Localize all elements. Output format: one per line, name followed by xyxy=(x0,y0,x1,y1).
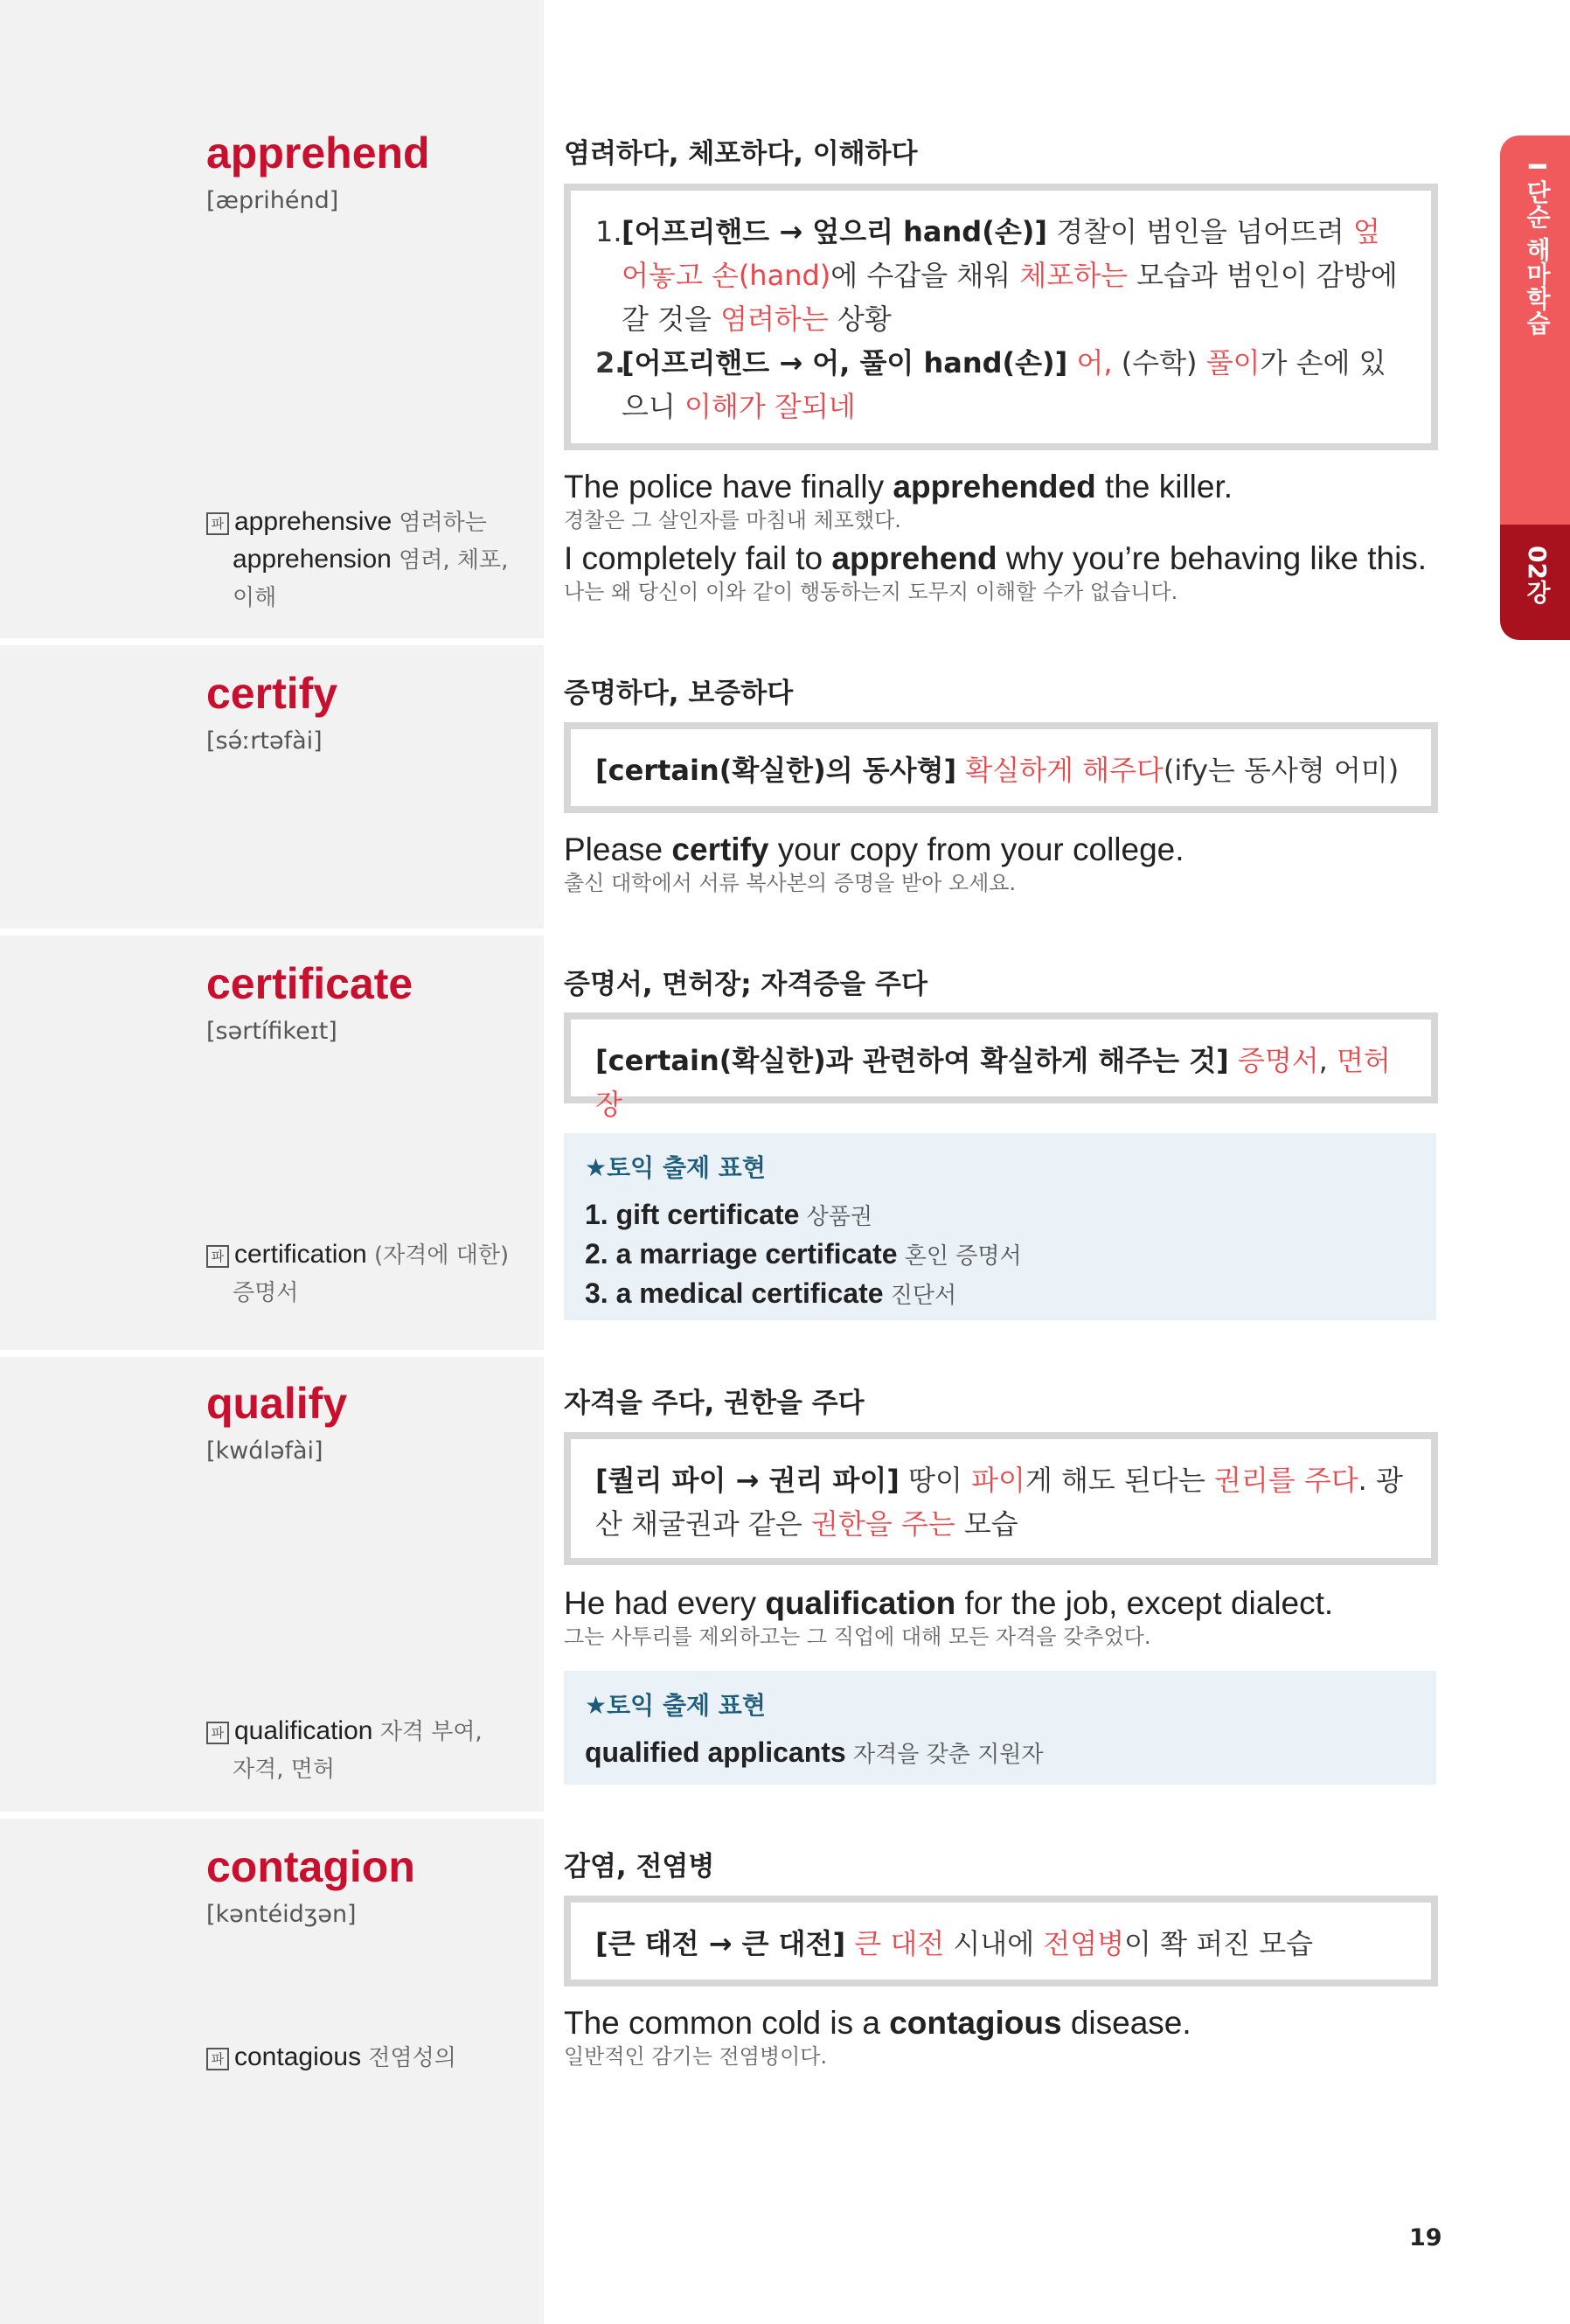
example-ko: 일반적인 감기는 전염병이다. xyxy=(564,2044,828,2069)
mnemonic-hint: [어프리핸드 → 엎으리 hand(손)] xyxy=(622,215,1048,248)
mnemonic-box xyxy=(564,1432,1438,1565)
mnemonic-text: . 광산 채굴권과 같은 xyxy=(595,1464,1403,1541)
derivative-marker: 파 xyxy=(206,512,229,535)
mnemonic-highlight: 면허장 xyxy=(595,1044,1391,1121)
example-en xyxy=(564,1584,1482,1623)
example-keyword: contagious xyxy=(889,2005,1062,2041)
mnemonic-text xyxy=(845,1927,854,1960)
mnemonic-hint: [큰 태전 → 큰 대전] xyxy=(595,1927,846,1960)
headword: contagion xyxy=(206,1842,415,1891)
mnemonic-highlight: 파이 xyxy=(971,1464,1025,1497)
section-tab-label: I 단순 해마학습 xyxy=(1523,162,1552,335)
mnemonic-highlight: 엎어놓고 손(hand) xyxy=(622,215,1380,292)
example-en xyxy=(564,468,1482,506)
example-keyword: certify xyxy=(671,831,769,867)
example-ko: 그는 사투리를 제외하고는 그 직업에 대해 모든 자격을 갖추었다. xyxy=(564,1625,1151,1649)
toeic-meaning: 진단서 xyxy=(883,1283,957,1309)
mnemonic-text: 땅이 xyxy=(899,1464,972,1497)
toeic-phrase: 2. a marriage certificate xyxy=(585,1238,898,1270)
derivatives xyxy=(206,1236,538,1312)
mnemonic-item xyxy=(595,210,1407,341)
toeic-expressions xyxy=(564,1133,1436,1320)
pronunciation: [kwɑ́ləfài] xyxy=(206,1437,323,1465)
derivative-meaning: 염려, 체포, xyxy=(391,547,509,574)
toeic-meaning: 상품권 xyxy=(799,1204,873,1230)
headword: qualify xyxy=(206,1379,348,1428)
derivative-word: qualification xyxy=(234,1716,373,1745)
headword-block xyxy=(206,1381,538,1465)
derivative-meaning: 이해 xyxy=(233,585,277,611)
left-column xyxy=(0,0,544,2324)
headword: certify xyxy=(206,669,338,718)
meaning: 증명서, 면허장; 자격증을 주다 xyxy=(564,969,927,1000)
toeic-title: ★토익 출제 표현 xyxy=(585,1153,766,1182)
example-text: The police have finally xyxy=(564,469,893,504)
example-sentences xyxy=(564,2004,1482,2076)
mnemonic-text: 시내에 xyxy=(944,1927,1044,1960)
mnemonic-text: 모습과 범인이 감방에 갈 것을 xyxy=(622,259,1398,336)
mnemonic-hint: [어프리핸드 → 어, 풀이 hand(손)] xyxy=(622,346,1068,379)
mnemonic-text xyxy=(1229,1044,1238,1077)
derivative-meaning: 자격, 면허 xyxy=(233,1757,335,1783)
meaning: 증명하다, 보증하다 xyxy=(564,678,794,709)
example-sentences xyxy=(564,1584,1482,1656)
derivative-word: certification xyxy=(234,1240,367,1269)
derivatives xyxy=(206,1713,538,1788)
chapter-tab[interactable] xyxy=(1500,525,1570,640)
derivative-meaning: 자격 부여, xyxy=(372,1719,483,1745)
derivative-marker: 파 xyxy=(206,2048,229,2070)
mnemonic-box xyxy=(564,1012,1438,1121)
example-ko: 경찰은 그 살인자를 마침내 체포했다. xyxy=(564,508,901,532)
mnemonic-text: 모습 xyxy=(955,1507,1018,1541)
example-text: He had every xyxy=(564,1585,766,1621)
mnemonic-text: , xyxy=(1318,1044,1337,1077)
mnemonic-hint: [certain(확실한)의 동사형] xyxy=(595,754,957,787)
example-en xyxy=(564,539,1482,578)
toeic-meaning: 자격을 갖춘 지원자 xyxy=(845,1742,1044,1768)
mnemonic-text: 게 해도 된다는 xyxy=(1025,1464,1214,1497)
example-text: your copy from your college. xyxy=(768,831,1184,867)
mnemonic-text: 가 손에 있으니 xyxy=(622,346,1386,423)
mnemonic-highlight: 증명서 xyxy=(1237,1044,1319,1077)
mnemonic-text: (수학) xyxy=(1112,346,1206,379)
example-keyword: apprehend xyxy=(831,540,997,576)
derivative-meaning: 염려하는 xyxy=(392,510,487,536)
example-text: The common cold is a xyxy=(564,2005,890,2041)
derivative-meaning: (자격에 대한) xyxy=(366,1242,510,1269)
mnemonic-hint: [certain(확실한)과 관련하여 확실하게 해주는 것] xyxy=(595,1044,1229,1077)
example-keyword: apprehended xyxy=(893,469,1096,504)
example-text: why you’re behaving like this. xyxy=(997,540,1428,576)
toeic-item xyxy=(585,1235,1415,1275)
example-sentences xyxy=(564,468,1482,611)
entry-divider xyxy=(0,929,544,936)
mnemonic-highlight: 큰 대전 xyxy=(854,1927,945,1960)
mnemonic-highlight: 풀이 xyxy=(1205,346,1261,379)
example-text: the killer. xyxy=(1095,469,1233,504)
mnemonic-hint: [퀄리 파이 → 권리 파이] xyxy=(595,1464,900,1497)
derivatives xyxy=(206,2039,538,2077)
example-text: disease. xyxy=(1061,2005,1191,2041)
mnemonic-highlight: 체포하는 xyxy=(1019,259,1128,292)
mnemonic-box xyxy=(564,1896,1438,1987)
example-en xyxy=(564,831,1482,869)
toeic-phrase: qualified applicants xyxy=(585,1736,846,1768)
mnemonic-text: (ify는 동사형 어미) xyxy=(1163,754,1400,787)
mnemonic-highlight: 어, xyxy=(1076,346,1113,379)
toeic-phrase: 1. gift certificate xyxy=(585,1199,800,1230)
toeic-item xyxy=(585,1196,1415,1235)
pronunciation: [sərtífikeɪt] xyxy=(206,1018,337,1045)
mnemonic-highlight: 염려하는 xyxy=(720,303,829,336)
pronunciation: [kəntéidʒən] xyxy=(206,1901,357,1928)
toeic-expressions xyxy=(564,1671,1436,1785)
example-text: I completely fail to xyxy=(564,540,832,576)
mnemonic-highlight: 권한을 주는 xyxy=(810,1507,955,1541)
section-tab[interactable] xyxy=(1500,136,1570,529)
example-keyword: qualification xyxy=(765,1585,956,1621)
toeic-item xyxy=(585,1275,1415,1314)
mnemonic-text xyxy=(956,754,965,787)
derivative-marker: 파 xyxy=(206,1245,229,1268)
chapter-tab-label: 02강 xyxy=(1523,546,1552,604)
example-ko: 나는 왜 당신이 이와 같이 행동하는지 도무지 이해할 수가 없습니다. xyxy=(564,580,1178,604)
meaning: 염려하다, 체포하다, 이해하다 xyxy=(564,138,918,170)
example-text: for the job, except dialect. xyxy=(955,1585,1334,1621)
page-number: 19 xyxy=(1409,2224,1442,2251)
mnemonic-highlight: 전염병 xyxy=(1043,1927,1125,1960)
headword: apprehend xyxy=(206,129,430,177)
mnemonic-text: 에 수갑을 채워 xyxy=(830,259,1020,292)
mnemonic-highlight: 확실하게 해주다 xyxy=(965,754,1164,787)
entry-divider xyxy=(0,638,544,645)
mnemonic-text: 경찰이 범인을 넘어뜨려 xyxy=(1047,215,1353,248)
derivative-meaning: 증명서 xyxy=(233,1280,299,1306)
derivative-word: contagious xyxy=(234,2042,362,2071)
example-text: Please xyxy=(564,831,672,867)
mnemonic-box xyxy=(564,722,1438,813)
derivative-marker: 파 xyxy=(206,1722,229,1744)
toeic-phrase: 3. a medical certificate xyxy=(585,1277,884,1309)
meaning: 감염, 전염병 xyxy=(564,1851,715,1882)
headword-block xyxy=(206,1842,538,1928)
mnemonic-number: 1. xyxy=(595,215,622,248)
derivative-meaning: 전염성의 xyxy=(361,2045,456,2071)
derivatives xyxy=(206,504,538,616)
derivative-word: apprehensive xyxy=(234,507,392,536)
mnemonic-box xyxy=(564,184,1438,450)
toeic-title: ★토익 출제 표현 xyxy=(585,1691,766,1720)
toeic-meaning: 혼인 증명서 xyxy=(897,1243,1022,1270)
mnemonic-text xyxy=(1067,346,1076,379)
mnemonic-text: 이 쫙 퍼진 모습 xyxy=(1124,1927,1314,1960)
example-ko: 출신 대학에서 서류 복사본의 증명을 받아 오세요. xyxy=(564,871,1017,895)
mnemonic-text: 상황 xyxy=(828,303,892,336)
derivative-word: apprehension xyxy=(233,545,392,574)
mnemonic-number: 2. xyxy=(595,346,626,379)
headword: certificate xyxy=(206,959,413,1008)
entry-divider xyxy=(0,1350,544,1357)
example-sentences xyxy=(564,831,1482,902)
mnemonic-highlight: 이해가 잘되네 xyxy=(684,390,856,423)
entry-divider xyxy=(0,1812,544,1819)
meaning: 자격을 주다, 권한을 주다 xyxy=(564,1388,865,1419)
mnemonic-highlight: 권리를 주다 xyxy=(1213,1464,1358,1497)
toeic-item xyxy=(585,1734,1415,1773)
example-en xyxy=(564,2004,1482,2042)
pronunciation: [æprihénd] xyxy=(206,187,339,214)
headword-block xyxy=(206,959,538,1045)
mnemonic-item xyxy=(595,341,1407,428)
pronunciation: [sə́ːrtəfài] xyxy=(206,727,323,755)
headword-block xyxy=(206,671,538,755)
headword-block xyxy=(206,131,538,214)
